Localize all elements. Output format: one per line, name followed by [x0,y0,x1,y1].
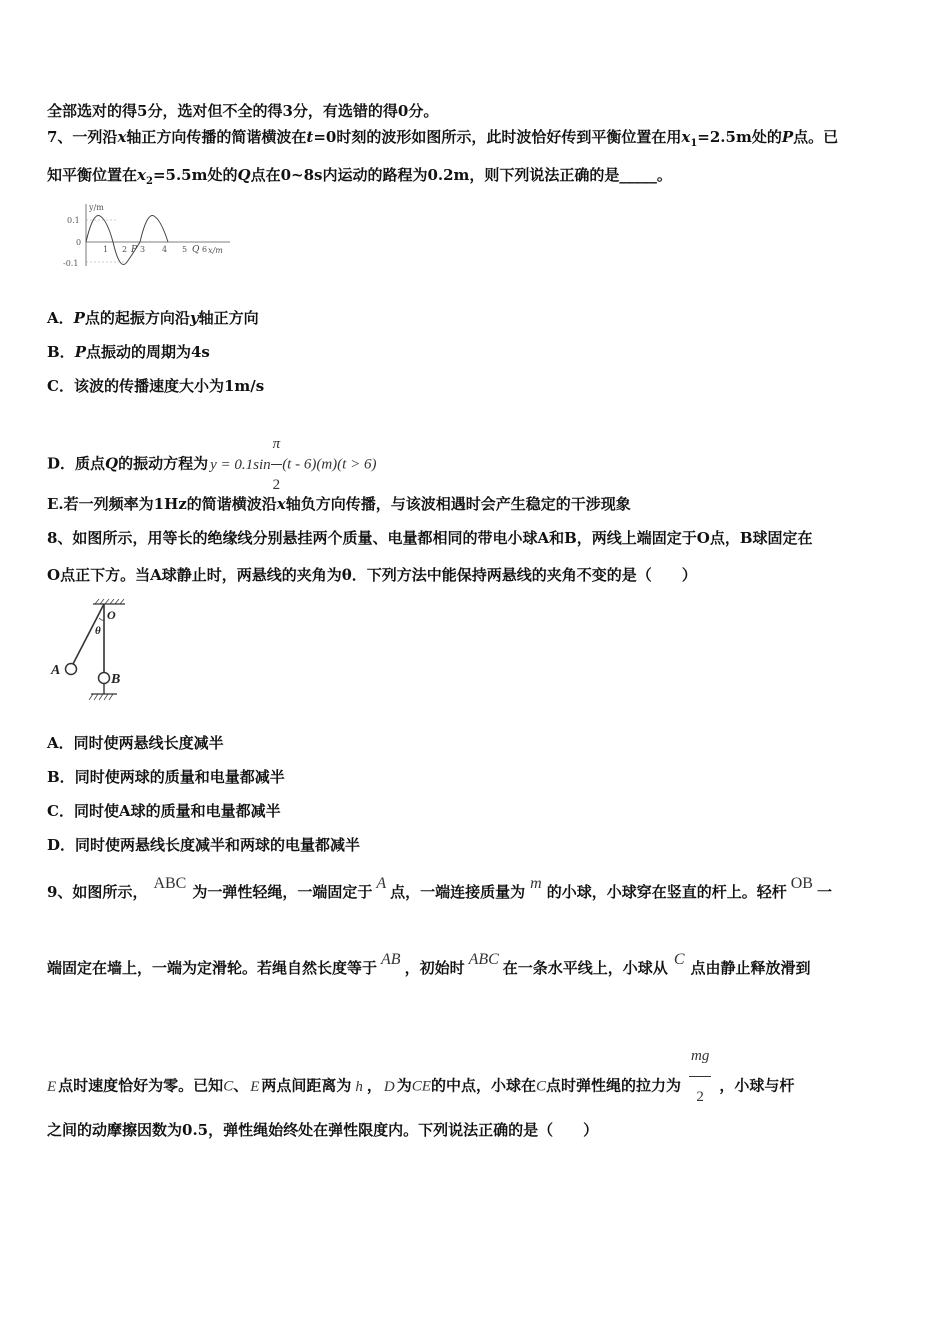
intro-line: 全部选对的得5分，选对但不全的得3分，有选错的得0分。 [47,102,439,120]
label-A: A [51,663,61,678]
q8-option-c[interactable]: C．同时使A球的质量和电量都减半 [47,802,281,820]
pendulum-figure [45,598,130,708]
q7-option-d[interactable]: D．质点Q的振动方程为 y = 0.1sin $\frac{\pi}{2}$ (t - 6)(m)(t > 6) [47,424,376,505]
label-theta: θ [95,625,101,637]
y-tick-2: -0.1 [63,259,79,268]
x-tick-1: 1 [103,245,109,254]
x-tick-2: 2 [122,245,128,254]
x-tick-3: 3 [140,245,146,254]
q8-stem-line2: O点正下方。当A球静止时，两悬线的夹角为θ．下列方法中能保持两悬线的夹角不变的是（ ） [47,566,697,584]
q9-stem-line4: 之间的动摩擦因数为0.5，弹性绳始终处在弹性限度内。下列说法正确的是（ ） [47,1121,599,1139]
q7-stem-line1: 7、一列沿x轴正方向传播的简谐横波在t=0时刻的波形如图所示，此时波恰好传到平衡位置在用$x_1=2.5m$处的P点。已 [47,128,839,149]
q7-option-e[interactable]: E.若一列频率为1Hz的简谐横波沿x轴负方向传播，与该波相遇时会产生稳定的干涉现象 [47,495,631,513]
y-tick-0: 0.1 [67,216,80,225]
point-P-label: P [131,245,138,255]
x-axis-label: x/m [208,246,223,255]
x-tick-6: 6 [202,245,208,254]
y-tick-1: 0 [76,238,82,247]
q7-option-c[interactable]: C．该波的传播速度大小为1m/s [47,377,265,395]
pi-over-2-fraction: $\frac{\pi}{2}$ [271,424,283,505]
q8-option-a[interactable]: A．同时使两悬线长度减半 [47,734,224,752]
q8-stem-line1: 8、如图所示，用等长的绝缘线分别悬挂两个质量、电量都相同的带电小球A和B，两线上端固定于O点，B球固定在 [47,529,813,547]
mg-over-2-fraction: $\frac{mg}{2}$ [689,1036,711,1117]
q7-stem-line2: 知平衡位置在$x_2=5.5m$处的Q点在0~8s内运动的路程为0.2m，则下列说法正确的是_____。 [47,166,672,187]
q7-option-a[interactable]: A．P点的起振方向沿y轴正方向 [47,309,259,327]
q8-option-d[interactable]: D．同时使两悬线长度减半和两球的电量都减半 [47,836,361,854]
label-O: O [107,608,116,622]
y-axis-label: y/m [89,203,104,212]
q7-option-b[interactable]: B．P点振动的周期为4s [47,343,210,361]
label-B: B [111,672,121,687]
point-Q-label: Q [192,245,200,255]
q9-stem-line3: E 点时速度恰好为零。已知C、 E 两点间距离为 h ， D 为CE的中点，小球在C点时弹性绳的拉力为 $\frac{mg}{2}$ ，小球与杆 [47,1046,794,1127]
q8-option-b[interactable]: B．同时使两球的质量和电量都减半 [47,768,285,786]
q9-stem-line1: 9、如图所示， ABC 为一弹性轻绳，一端固定于 A 点，一端连接质量为 m 的小球，小球穿在竖直的杆上。轻杆 OB 一 [47,875,832,901]
x-tick-4: 4 [162,245,168,254]
wave-figure [58,200,238,272]
q9-stem-line2: 端固定在墙上，一端为定滑轮。若绳自然长度等于 AB ，初始时 ABC 在一条水平线上，小球从 C 点由静止释放滑到 [47,951,811,977]
x-tick-5: 5 [182,245,188,254]
